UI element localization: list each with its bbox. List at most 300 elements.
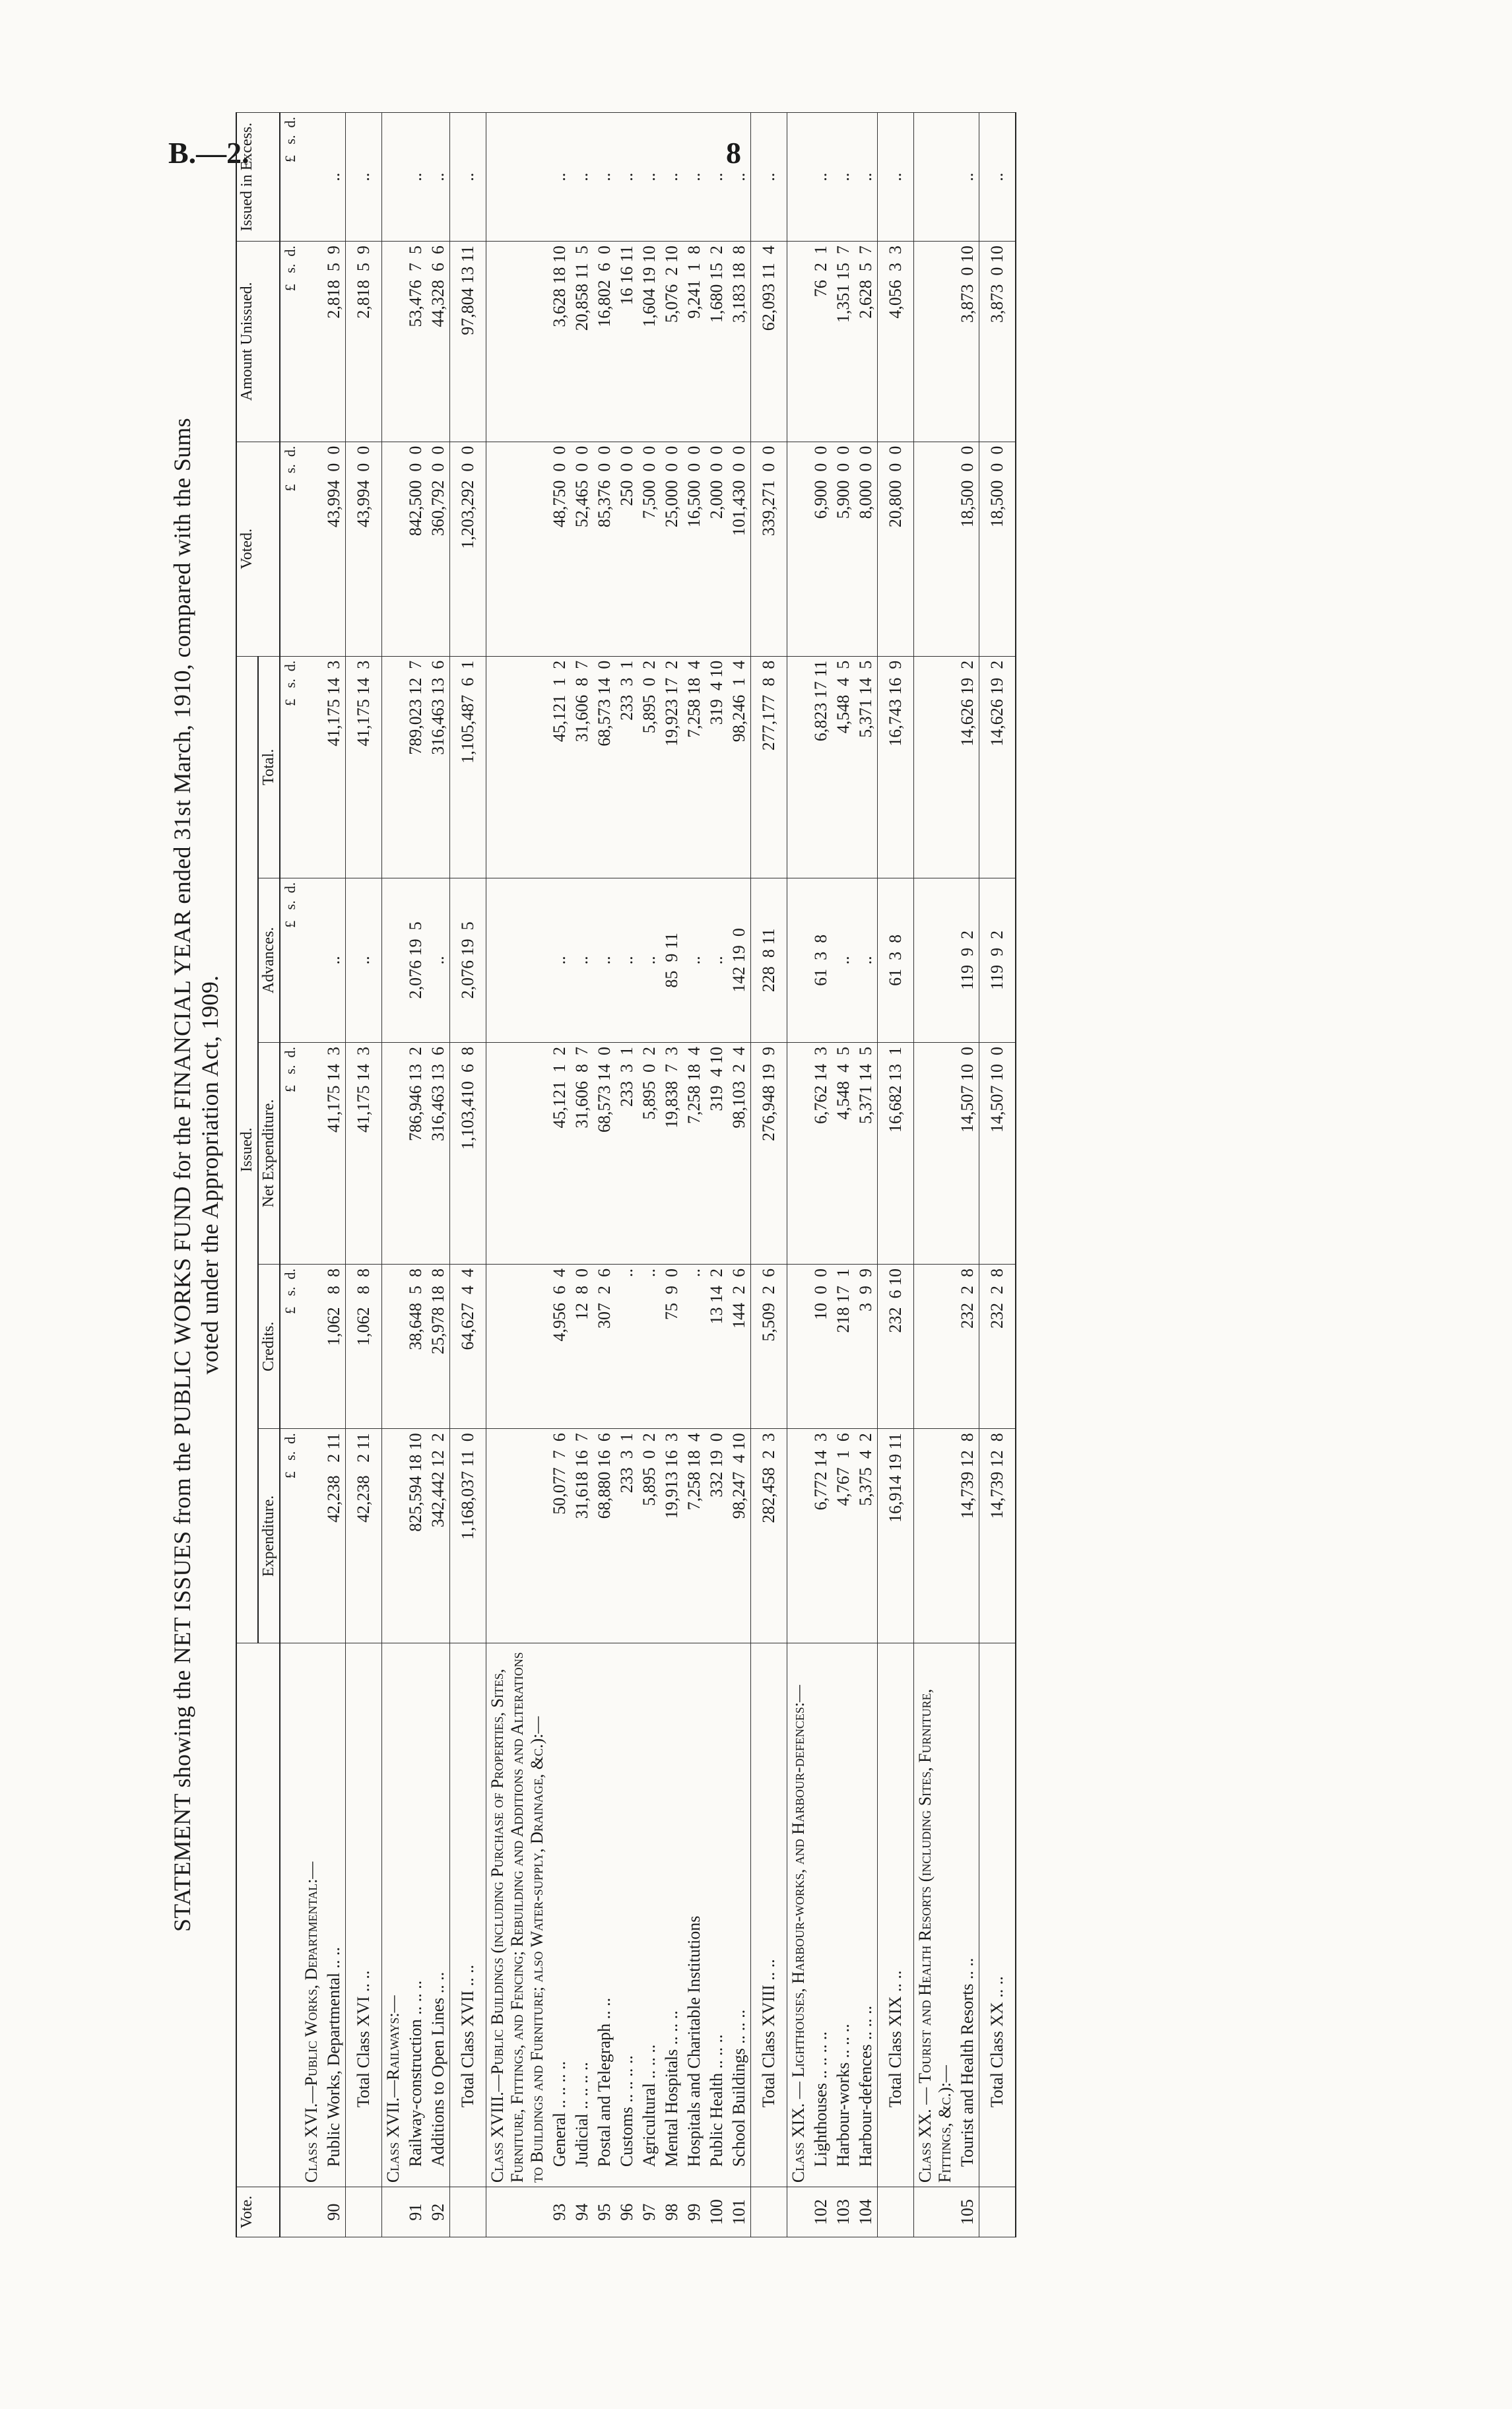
item-label: Customs .. .. .. .. — [616, 1643, 638, 2187]
col-header-unissued: Amount Unissued. — [236, 242, 280, 442]
cell-unissued: 3,183 18 8 — [728, 242, 751, 442]
cell-exp — [914, 1429, 957, 1643]
cell-net: 7,258 18 4 — [683, 1043, 706, 1265]
cell-voted: 101,430 0 0 — [728, 442, 751, 656]
cell-tot — [914, 656, 957, 878]
cell-net: 68,573 14 0 — [593, 1043, 616, 1265]
vote-number: 93 — [548, 2187, 571, 2237]
vote-number: 95 — [593, 2187, 616, 2237]
cell-cr: 144 2 6 — [728, 1265, 751, 1429]
vote-number: 100 — [706, 2187, 728, 2237]
cell-cr: 10 0 0 — [810, 1265, 832, 1429]
title-line-1: STATEMENT showing the NET ISSUES from the PUBLIC WORKS FUND for the FINANCIAL YEAR ended 31st March, 1910, compared with the Sums — [169, 418, 195, 1932]
cell-unissued: 1,604 19 10 — [638, 242, 661, 442]
item-label: Judicial .. .. .. .. — [571, 1643, 593, 2187]
class-total-row — [450, 113, 486, 2237]
cell-tot: 4,548 4 5 — [832, 656, 855, 878]
cell-unissued: 2,818 5 9 — [346, 242, 382, 442]
cell-voted: 25,000 0 0 — [661, 442, 683, 656]
cell-tot: 14,626 19 2 — [956, 656, 979, 878]
cell-unissued: 1,351 15 7 — [832, 242, 855, 442]
vote-number — [300, 2187, 323, 2237]
cell-adv: 228 8 11 — [751, 878, 787, 1042]
cell-net: 6,762 14 3 — [810, 1043, 832, 1265]
col-header-voted: Voted. — [236, 442, 280, 656]
cell-unissued: 3,873 0 10 — [979, 242, 1016, 442]
cell-tot: 45,121 1 2 — [548, 656, 571, 878]
cell-excess: .. — [751, 113, 787, 242]
table-row — [855, 113, 878, 2237]
cell-net: 316,463 13 6 — [427, 1043, 450, 1265]
item-label: Tourist and Health Resorts .. .. — [956, 1643, 979, 2187]
cell-adv: 119 9 2 — [979, 878, 1016, 1042]
cell-adv: .. — [593, 878, 616, 1042]
cell-cr — [382, 1265, 405, 1429]
cell-voted — [787, 442, 810, 656]
cell-voted: 842,500 0 0 — [405, 442, 427, 656]
cell-voted: 1,203,292 0 0 — [450, 442, 486, 656]
cell-cr: 5,509 2 6 — [751, 1265, 787, 1429]
cell-excess: .. — [548, 113, 571, 242]
table-row — [638, 113, 661, 2237]
unit-label: £ s. d. — [280, 656, 300, 878]
cell-excess: .. — [956, 113, 979, 242]
cell-unissued — [787, 242, 810, 442]
cell-exp — [787, 1429, 810, 1643]
item-label: Total Class XVIII .. .. — [751, 1643, 787, 2187]
cell-adv: .. — [548, 878, 571, 1042]
cell-cr — [300, 1265, 323, 1429]
cell-tot: 41,175 14 3 — [323, 656, 346, 878]
cell-excess: .. — [706, 113, 728, 242]
cell-voted: 339,271 0 0 — [751, 442, 787, 656]
cell-voted — [300, 442, 323, 656]
cell-excess: .. — [832, 113, 855, 242]
cell-voted: 85,376 0 0 — [593, 442, 616, 656]
cell-voted: 48,750 0 0 — [548, 442, 571, 656]
table-row — [323, 113, 346, 2237]
cell-exp — [300, 1429, 323, 1643]
unit-label: £ s. d. — [280, 1043, 300, 1265]
cell-exp — [486, 1429, 549, 1643]
cell-cr: 38,648 5 8 — [405, 1265, 427, 1429]
cell-adv: 85 9 11 — [661, 878, 683, 1042]
cell-unissued: 44,328 6 6 — [427, 242, 450, 442]
cell-cr: .. — [683, 1265, 706, 1429]
cell-excess: .. — [323, 113, 346, 242]
unit-label: £ s. d. — [280, 878, 300, 1042]
vote-number — [382, 2187, 405, 2237]
cell-tot: 789,023 12 7 — [405, 656, 427, 878]
cell-adv — [382, 878, 405, 1042]
cell-tot: 19,923 17 2 — [661, 656, 683, 878]
cell-exp: 282,458 2 3 — [751, 1429, 787, 1643]
table-row — [683, 113, 706, 2237]
table-row — [593, 113, 616, 2237]
cell-exp: 42,238 2 11 — [323, 1429, 346, 1643]
statement-title — [168, 112, 224, 2237]
item-label: Hospitals and Charitable Institutions — [683, 1643, 706, 2187]
cell-adv: .. — [427, 878, 450, 1042]
cell-adv — [486, 878, 549, 1042]
cell-excess: .. — [427, 113, 450, 242]
title-line-2: voted under the Appropriation Act, 1909. — [197, 975, 223, 1375]
units-row — [280, 113, 300, 2237]
cell-excess: .. — [878, 113, 914, 242]
vote-number: 96 — [616, 2187, 638, 2237]
table-row — [571, 113, 593, 2237]
cell-exp: 14,739 12 8 — [956, 1429, 979, 1643]
cell-tot: 319 4 10 — [706, 656, 728, 878]
cell-adv: .. — [832, 878, 855, 1042]
cell-excess — [300, 113, 323, 242]
cell-unissued: 4,056 3 3 — [878, 242, 914, 442]
cell-excess — [486, 113, 549, 242]
cell-net — [300, 1043, 323, 1265]
class-heading: Class XX. — Tourist and Health Resorts (including Sites, Furniture, Fittings, &c.):— — [914, 1643, 957, 2187]
item-label: School Buildings .. .. .. — [728, 1643, 751, 2187]
cell-voted: 43,994 0 0 — [346, 442, 382, 656]
table-row — [616, 113, 638, 2237]
class-heading-row — [300, 113, 323, 2237]
vote-number — [346, 2187, 382, 2237]
class-total-row — [751, 113, 787, 2237]
cell-voted: 8,000 0 0 — [855, 442, 878, 656]
col-header-issued: Issued. — [236, 656, 258, 1643]
cell-net — [486, 1043, 549, 1265]
cell-exp: 16,914 19 11 — [878, 1429, 914, 1643]
cell-voted: 18,500 0 0 — [956, 442, 979, 656]
cell-net: 319 4 10 — [706, 1043, 728, 1265]
cell-tot — [382, 656, 405, 878]
cell-unissued: 97,804 13 11 — [450, 242, 486, 442]
cell-unissued: 53,476 7 5 — [405, 242, 427, 442]
cell-cr — [486, 1265, 549, 1429]
cell-cr: 1,062 8 8 — [346, 1265, 382, 1429]
cell-adv: .. — [855, 878, 878, 1042]
cell-exp: 1,168,037 11 0 — [450, 1429, 486, 1643]
cell-voted: 7,500 0 0 — [638, 442, 661, 656]
col-header-advances: Advances. — [258, 878, 280, 1042]
cell-adv — [787, 878, 810, 1042]
cell-adv — [300, 878, 323, 1042]
cell-unissued — [486, 242, 549, 442]
cell-exp — [382, 1429, 405, 1643]
cell-excess — [914, 113, 957, 242]
item-label: Lighthouses .. .. .. .. — [810, 1643, 832, 2187]
cell-cr: 13 14 2 — [706, 1265, 728, 1429]
cell-exp: 31,618 16 7 — [571, 1429, 593, 1643]
table-row — [810, 113, 832, 2237]
item-label: Public Health .. .. .. — [706, 1643, 728, 2187]
cell-exp: 332 19 0 — [706, 1429, 728, 1643]
cell-adv: 119 9 2 — [956, 878, 979, 1042]
table-row — [548, 113, 571, 2237]
cell-unissued: 5,076 2 10 — [661, 242, 683, 442]
cell-cr: 218 17 1 — [832, 1265, 855, 1429]
cell-tot — [787, 656, 810, 878]
cell-tot: 5,895 0 2 — [638, 656, 661, 878]
col-header-vote: Vote. — [236, 2187, 280, 2237]
vote-number — [914, 2187, 957, 2237]
cell-tot — [486, 656, 549, 878]
cell-tot: 5,371 14 5 — [855, 656, 878, 878]
cell-cr: 307 2 6 — [593, 1265, 616, 1429]
item-label: Railway-construction .. .. .. — [405, 1643, 427, 2187]
cell-net: 19,838 7 3 — [661, 1043, 683, 1265]
cell-voted: 18,500 0 0 — [979, 442, 1016, 656]
cell-voted — [486, 442, 549, 656]
cell-adv: .. — [323, 878, 346, 1042]
cell-cr: 64,627 4 4 — [450, 1265, 486, 1429]
class-heading: Class XVII.—Railways:— — [382, 1643, 405, 2187]
net-issues-table — [236, 112, 1016, 2237]
cell-cr: 25,978 18 8 — [427, 1265, 450, 1429]
vote-number: 94 — [571, 2187, 593, 2237]
item-label: Harbour-works .. .. .. — [832, 1643, 855, 2187]
item-label: General .. .. .. .. — [548, 1643, 571, 2187]
cell-unissued: 20,858 11 5 — [571, 242, 593, 442]
cell-cr — [787, 1265, 810, 1429]
item-label: Total Class XVII .. .. — [450, 1643, 486, 2187]
col-header-total: Total. — [258, 656, 280, 878]
class-total-row — [979, 113, 1016, 2237]
vote-number: 91 — [405, 2187, 427, 2237]
cell-net: 41,175 14 3 — [323, 1043, 346, 1265]
cell-excess — [787, 113, 810, 242]
cell-voted — [914, 442, 957, 656]
cell-net: 5,895 0 2 — [638, 1043, 661, 1265]
unit-label: £ s. d. — [280, 242, 300, 442]
page-number: 8 — [726, 136, 741, 170]
cell-net: 233 3 1 — [616, 1043, 638, 1265]
class-heading-row — [914, 113, 957, 2237]
table-body — [280, 113, 1016, 2237]
cell-voted: 16,500 0 0 — [683, 442, 706, 656]
cell-tot: 41,175 14 3 — [346, 656, 382, 878]
table-row — [405, 113, 427, 2237]
cell-adv: 2,076 19 5 — [450, 878, 486, 1042]
cell-excess: .. — [405, 113, 427, 242]
class-heading: Class XVI.—Public Works, Departmental:— — [300, 1643, 323, 2187]
cell-unissued: 3,873 0 10 — [956, 242, 979, 442]
vote-number — [878, 2187, 914, 2237]
cell-voted: 250 0 0 — [616, 442, 638, 656]
unit-label: £ s. d. — [280, 113, 300, 242]
vote-number: 103 — [832, 2187, 855, 2237]
cell-adv: 61 3 8 — [810, 878, 832, 1042]
cell-exp: 233 3 1 — [616, 1429, 638, 1643]
cell-voted: 5,900 0 0 — [832, 442, 855, 656]
table-row — [832, 113, 855, 2237]
cell-cr: 232 6 10 — [878, 1265, 914, 1429]
class-heading: Class XIX. — Lighthouses, Harbour-works, and Harbour-defences:— — [787, 1643, 810, 2187]
cell-net: 4,548 4 5 — [832, 1043, 855, 1265]
col-header-item — [236, 1643, 280, 2187]
vote-number: 102 — [810, 2187, 832, 2237]
cell-excess: .. — [979, 113, 1016, 242]
cell-exp: 14,739 12 8 — [979, 1429, 1016, 1643]
table-row — [706, 113, 728, 2237]
vote-number — [450, 2187, 486, 2237]
vote-number — [751, 2187, 787, 2237]
cell-tot: 277,177 8 8 — [751, 656, 787, 878]
cell-tot: 6,823 17 11 — [810, 656, 832, 878]
cell-cr: 232 2 8 — [979, 1265, 1016, 1429]
cell-cr: 75 9 0 — [661, 1265, 683, 1429]
unit-label: £ s. d. — [280, 1429, 300, 1643]
vote-number — [787, 2187, 810, 2237]
col-header-expenditure: Expenditure. — [258, 1429, 280, 1643]
item-label: Total Class XVI .. .. — [346, 1643, 382, 2187]
cell-voted — [382, 442, 405, 656]
cell-adv: 2,076 19 5 — [405, 878, 427, 1042]
item-label: Public Works, Departmental .. .. — [323, 1643, 346, 2187]
cell-voted: 6,900 0 0 — [810, 442, 832, 656]
cell-adv: .. — [638, 878, 661, 1042]
cell-excess: .. — [810, 113, 832, 242]
item-label: Postal and Telegraph .. .. — [593, 1643, 616, 2187]
cell-cr: 232 2 8 — [956, 1265, 979, 1429]
cell-unissued — [382, 242, 405, 442]
cell-net: 45,121 1 2 — [548, 1043, 571, 1265]
cell-exp: 5,895 0 2 — [638, 1429, 661, 1643]
cell-net: 14,507 10 0 — [956, 1043, 979, 1265]
cell-voted: 20,800 0 0 — [878, 442, 914, 656]
cell-net: 16,682 13 1 — [878, 1043, 914, 1265]
cell-net: 276,948 19 9 — [751, 1043, 787, 1265]
item-label: Agricultural .. .. .. — [638, 1643, 661, 2187]
table-row — [728, 113, 751, 2237]
cell-tot: 31,606 8 7 — [571, 656, 593, 878]
vote-number: 97 — [638, 2187, 661, 2237]
cell-voted: 43,994 0 0 — [323, 442, 346, 656]
cell-adv — [914, 878, 957, 1042]
cell-exp: 4,767 1 6 — [832, 1429, 855, 1643]
cell-tot: 316,463 13 6 — [427, 656, 450, 878]
cell-unissued: 1,680 15 2 — [706, 242, 728, 442]
cell-excess: .. — [683, 113, 706, 242]
col-header-excess: Issued in Excess. — [236, 113, 280, 242]
item-label: Total Class XIX .. .. — [878, 1643, 914, 2187]
cell-voted: 360,792 0 0 — [427, 442, 450, 656]
cell-unissued: 62,093 11 4 — [751, 242, 787, 442]
cell-cr: .. — [616, 1265, 638, 1429]
cell-adv: 61 3 8 — [878, 878, 914, 1042]
item-label: Mental Hospitals .. .. .. — [661, 1643, 683, 2187]
cell-exp: 98,247 4 10 — [728, 1429, 751, 1643]
vote-number: 101 — [728, 2187, 751, 2237]
item-label: Additions to Open Lines .. .. — [427, 1643, 450, 2187]
vote-number — [486, 2187, 549, 2237]
unit-label: £ s. d. — [280, 1265, 300, 1429]
cell-tot — [300, 656, 323, 878]
cell-adv: .. — [346, 878, 382, 1042]
item-label: Harbour-defences .. .. .. — [855, 1643, 878, 2187]
col-header-credits: Credits. — [258, 1265, 280, 1429]
cell-unissued: 16 16 11 — [616, 242, 638, 442]
unit-label: £ s. d. — [280, 442, 300, 656]
vote-number: 99 — [683, 2187, 706, 2237]
cell-excess: .. — [346, 113, 382, 242]
vote-number: 104 — [855, 2187, 878, 2237]
cell-excess: .. — [728, 113, 751, 242]
cell-net: 1,103,410 6 8 — [450, 1043, 486, 1265]
cell-net — [382, 1043, 405, 1265]
cell-cr — [914, 1265, 957, 1429]
cell-excess — [382, 113, 405, 242]
vote-number: 105 — [956, 2187, 979, 2237]
cell-tot: 14,626 19 2 — [979, 656, 1016, 878]
cell-net: 14,507 10 0 — [979, 1043, 1016, 1265]
cell-voted: 52,465 0 0 — [571, 442, 593, 656]
cell-unissued: 2,628 5 7 — [855, 242, 878, 442]
cell-cr: 1,062 8 8 — [323, 1265, 346, 1429]
cell-tot: 7,258 18 4 — [683, 656, 706, 878]
cell-exp: 5,375 4 2 — [855, 1429, 878, 1643]
cell-cr: 4,956 6 4 — [548, 1265, 571, 1429]
vote-number — [979, 2187, 1016, 2237]
table-row — [956, 113, 979, 2237]
cell-adv: .. — [571, 878, 593, 1042]
cell-adv: .. — [706, 878, 728, 1042]
cell-unissued: 76 2 1 — [810, 242, 832, 442]
cell-excess: .. — [661, 113, 683, 242]
class-heading: Class XVIII.—Public Buildings (including Purchase of Properties, Sites, Furniture, Fittings, and Fencing; Rebuilding and Additions and Alterations to Buildings and Furniture; also Water-supply, Drainage, &c.):— — [486, 1643, 549, 2187]
cell-adv: 142 19 0 — [728, 878, 751, 1042]
class-heading-row — [787, 113, 810, 2237]
cell-exp: 6,772 14 3 — [810, 1429, 832, 1643]
cell-unissued — [914, 242, 957, 442]
cell-exp: 50,077 7 6 — [548, 1429, 571, 1643]
cell-net: 98,103 2 4 — [728, 1043, 751, 1265]
cell-excess: .. — [616, 113, 638, 242]
cell-excess: .. — [855, 113, 878, 242]
cell-unissued: 9,241 1 8 — [683, 242, 706, 442]
cell-net: 41,175 14 3 — [346, 1043, 382, 1265]
cell-tot: 16,743 16 9 — [878, 656, 914, 878]
cell-excess: .. — [571, 113, 593, 242]
cell-tot: 68,573 14 0 — [593, 656, 616, 878]
cell-unissued: 2,818 5 9 — [323, 242, 346, 442]
page-identifier: B.—2. — [168, 136, 249, 170]
item-label: Total Class XX .. .. — [979, 1643, 1016, 2187]
cell-adv: .. — [683, 878, 706, 1042]
cell-exp: 7,258 18 4 — [683, 1429, 706, 1643]
rotated-statement — [168, 112, 1376, 2237]
cell-unissued — [300, 242, 323, 442]
vote-number: 98 — [661, 2187, 683, 2237]
cell-unissued: 3,628 18 10 — [548, 242, 571, 442]
vote-number: 92 — [427, 2187, 450, 2237]
cell-net — [914, 1043, 957, 1265]
class-total-row — [878, 113, 914, 2237]
cell-voted: 2,000 0 0 — [706, 442, 728, 656]
cell-unissued: 16,802 6 0 — [593, 242, 616, 442]
col-header-net-expenditure: Net Expenditure. — [258, 1043, 280, 1265]
cell-exp: 68,880 16 6 — [593, 1429, 616, 1643]
cell-cr: 12 8 0 — [571, 1265, 593, 1429]
table-row — [427, 113, 450, 2237]
cell-tot: 233 3 1 — [616, 656, 638, 878]
cell-exp: 42,238 2 11 — [346, 1429, 382, 1643]
cell-cr: .. — [638, 1265, 661, 1429]
cell-excess: .. — [450, 113, 486, 242]
cell-excess: .. — [593, 113, 616, 242]
cell-tot: 1,105,487 6 1 — [450, 656, 486, 878]
vote-number: 90 — [323, 2187, 346, 2237]
cell-net: 5,371 14 5 — [855, 1043, 878, 1265]
